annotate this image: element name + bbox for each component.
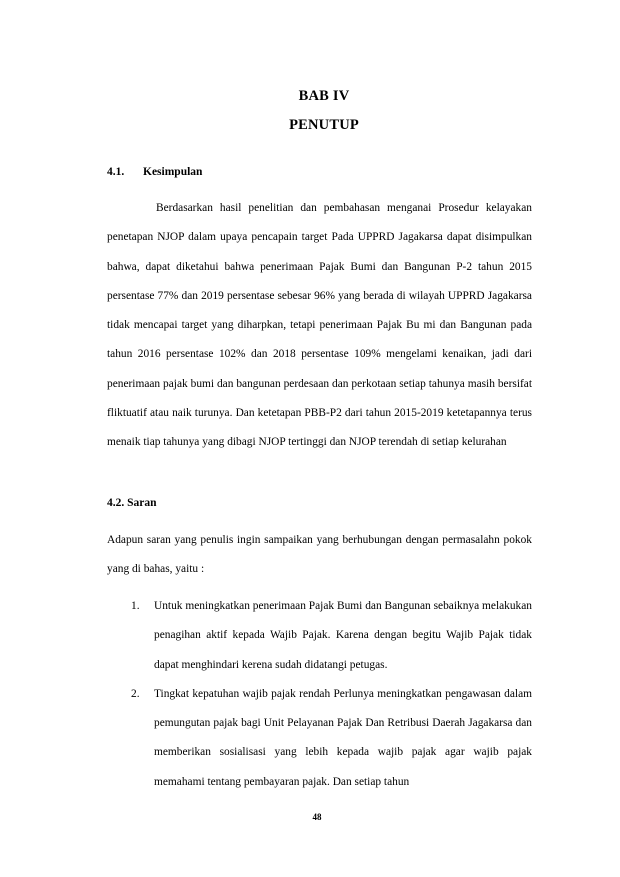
conclusion-paragraph: Berdasarkan hasil penelitian dan pembahasan menganai Prosedur kelayakan penetapan NJOP dalam upaya pencapain target Pada UPPRD Jagakarsa dapat disimpulkan bahwa, dapat diketahui bahwa penerimaan Pajak Bumi dan Bangunan P-2 tahun 2015 persentase 77% dan 2019 persentase sebesar 96% yang berada di wilayah UPPRD Jagakarsa tidak mencapai target yang diharpkan, tetapi penerimaan Pajak Bu mi dan Bangunan pada tahun 2016 persentase 102% dan 2018 persentase 109% mengelami kenaikan, jadi dari penerimaan pajak bumi dan bangunan perdesaan dan perkotaan setiap tahunya masih bersifat fliktuatif atau naik turunya. Dan ketetapan PBB-P2 dari tahun 2015-2019 ketetapannya terus menaik tiap tahunya yang dibagi NJOP tertinggi dan NJOP terendah di setiap kelurahan [107,202,532,449]
chapter-title: PENUTUP [289,117,359,133]
list-item-text: Tingkat kepatuhan wajib pajak rendah Perlunya meningkatkan pengawasan dalam pemungutan pajak bagi Unit Pelayanan Pajak Dan Retribusi Daerah Jagakarsa dan memberikan sosialisasi yang lebih kepada wajib pajak agar wajib pajak memahami tentang pembayaran pajak. Dan setiap tahun [154,687,532,788]
chapter-label: BAB IV [298,88,350,104]
page-number: 48 [312,812,322,822]
section-number: 4.1. [107,166,125,178]
list-item [131,592,532,680]
suggestion-list [131,592,532,797]
list-marker: 2. [131,687,140,700]
suggestion-intro: Adapun saran yang penulis ingin sampaikan yang berhubungan dengan permasalahn pokok yang di bahas, yaitu : [107,534,532,576]
list-item-text: Untuk meningkatkan penerimaan Pajak Bumi dan Bangunan sebaiknya melakukan penagihan aktif kepada Wajib Pajak. Karena dengan begitu Wajib Pajak tidak dapat menghindari kerena sudah didatangi petugas. [154,600,532,671]
list-item [131,680,532,797]
list-marker: 1. [131,600,140,612]
section-heading-saran: 4.2. Saran [107,497,157,509]
section-heading-kesimpulan [107,166,202,178]
section-title: Kesimpulan [143,166,203,178]
